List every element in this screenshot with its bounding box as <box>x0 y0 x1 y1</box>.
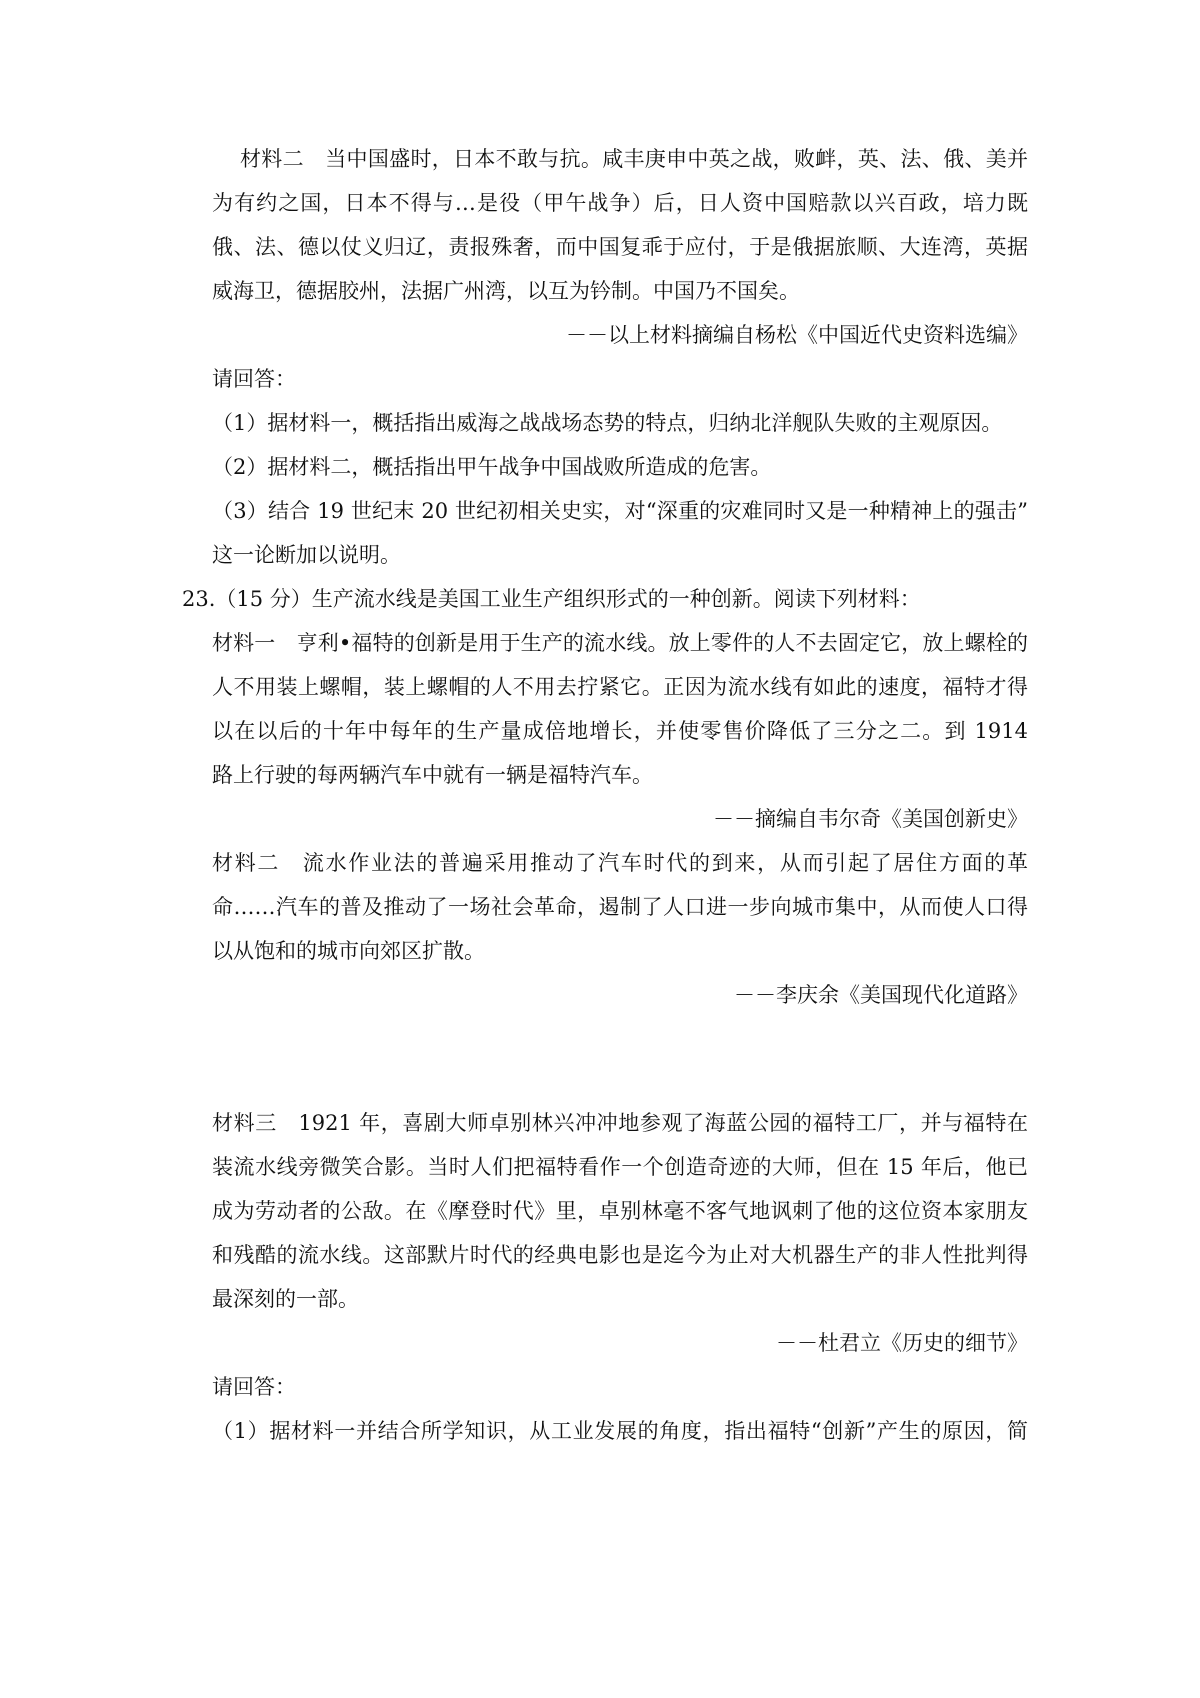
question-a-2: （2）据材料二，概括指出甲午战争中国战败所造成的危害。 <box>212 455 772 479</box>
q23-material-3-line-2: 装流水线旁微笑合影。当时人们把福特看作一个创造奇迹的大师，但在 15 年后，他已 <box>212 1155 1028 1179</box>
q23-material-2-line-1: 材料二 流水作业法的普遍采用推动了汽车时代的到来，从而引起了居住方面的革 <box>212 851 1028 875</box>
q23-material-3-line-3: 成为劳动者的公敌。在《摩登时代》里，卓别林毫不客气地讽刺了他的这位资本家朋友 <box>212 1199 1028 1223</box>
passage-a-line-3: 俄、法、德以仗义归辽，责报殊奢，而中国复乖于应付，于是俄据旅顺、大连湾，英据 <box>212 235 1028 259</box>
question-a-1: （1）据材料一，概括指出威海之战战场态势的特点，归纳北洋舰队失败的主观原因。 <box>212 411 1003 435</box>
q23-material-3-source: －－杜君立《历史的细节》 <box>776 1331 1028 1355</box>
q23-material-1-line-2: 人不用装上螺帽，装上螺帽的人不用去拧紧它。正因为流水线有如此的速度，福特才得 <box>212 675 1028 699</box>
q23-material-3-line-1: 材料三 1921 年，喜剧大师卓别林兴冲冲地参观了海蓝公园的福特工厂，并与福特在 <box>212 1111 1028 1135</box>
question-a-3-line-2: 这一论断加以说明。 <box>212 543 401 567</box>
question-a-3-line-1: （3）结合 19 世纪末 20 世纪初相关史实，对“深重的灾难同时又是一种精神上的强击” <box>212 499 1028 523</box>
passage-a-source: －－以上材料摘编自杨松《中国近代史资料选编》 <box>566 323 1028 347</box>
q23-prompt: 请回答： <box>212 1375 296 1399</box>
q23-material-1-line-3: 以在以后的十年中每年的生产量成倍地增长，并使零售价降低了三分之二。到 1914 <box>212 719 1028 743</box>
question-23-heading: 23.（15 分）生产流水线是美国工业生产组织形式的一种创新。阅读下列材料： <box>182 587 921 611</box>
q23-material-1-source: －－摘编自韦尔奇《美国创新史》 <box>713 807 1028 831</box>
passage-a-line-1: 材料二 当中国盛时，日本不敢与抗。咸丰庚申中英之战，败衅，英、法、俄、美并 <box>240 147 1028 171</box>
q23-material-2-source: －－李庆余《美国现代化道路》 <box>734 983 1028 1007</box>
passage-a-line-4: 威海卫，德据胶州，法据广州湾，以互为钤制。中国乃不国矣。 <box>212 279 800 303</box>
q23-material-2-line-2: 命……汽车的普及推动了一场社会革命，遏制了人口进一步向城市集中，从而使人口得 <box>212 895 1028 919</box>
q23-material-3-line-5: 最深刻的一部。 <box>212 1287 359 1311</box>
questions-a-prompt: 请回答： <box>212 367 296 391</box>
q23-material-2-line-3: 以从饱和的城市向郊区扩散。 <box>212 939 485 963</box>
q23-material-1-line-4: 路上行驶的每两辆汽车中就有一辆是福特汽车。 <box>212 763 653 787</box>
q23-material-1-line-1: 材料一 亨利•福特的创新是用于生产的流水线。放上零件的人不去固定它，放上螺栓的 <box>212 631 1028 655</box>
passage-a-line-2: 为有约之国，日本不得与…是役（甲午战争）后，日人资中国赔款以兴百政，培力既 <box>212 191 1028 215</box>
q23-question-1: （1）据材料一并结合所学知识，从工业发展的角度，指出福特“创新”产生的原因，简 <box>212 1419 1028 1443</box>
q23-material-3-line-4: 和残酷的流水线。这部默片时代的经典电影也是迄今为止对大机器生产的非人性批判得 <box>212 1243 1028 1267</box>
